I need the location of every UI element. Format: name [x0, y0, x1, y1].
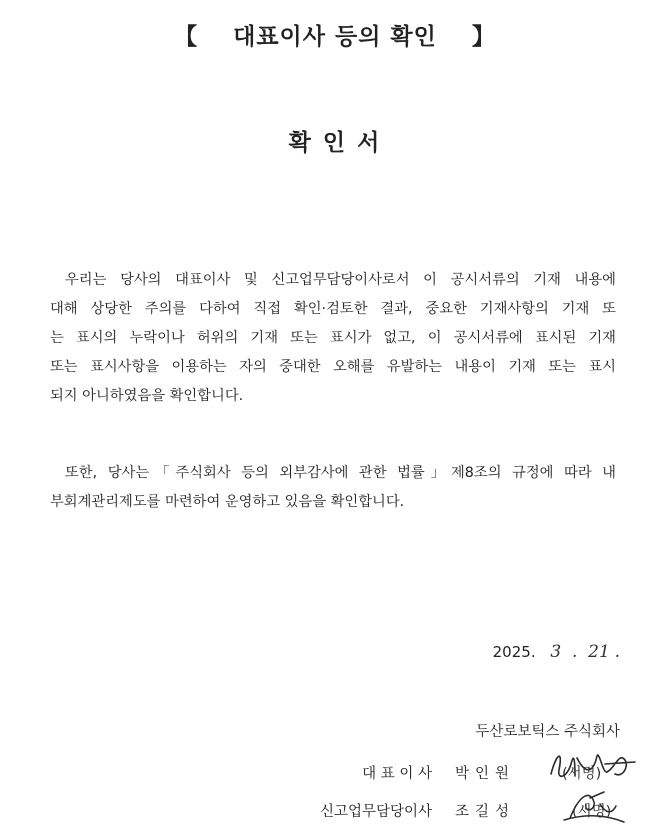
date: [493, 642, 620, 662]
company-name: 두산로보틱스 주식회사: [475, 724, 620, 740]
ceo-role: 대 표 이 사: [362, 766, 432, 782]
date-dot: .: [571, 642, 578, 662]
ceo-name: 박인원: [455, 766, 516, 782]
paragraph-line: 우리는 당사의 대표이사 및 신고업무담당이사로서 이 공시서류의 기재 내용에: [65, 272, 616, 288]
date-month: 3: [550, 642, 562, 662]
paragraph-line: 대해 상당한 주의를 다하여 직접 확인·검토한 결과, 중요한 기재사항의 기재 또: [50, 301, 616, 317]
confirmation-paragraph: [50, 266, 616, 411]
internal-control-paragraph: [50, 459, 616, 517]
reporting-officer-role: 신고업무담당이사: [319, 804, 432, 820]
date-day: 21: [588, 642, 610, 662]
reporting-officer-seal-label: (서명): [572, 804, 612, 820]
header-title: [0, 18, 670, 51]
date-year: 2025.: [492, 643, 536, 661]
paragraph-line: 또한, 당사는「주식회사 등의 외부감사에 관한 법률」제8조의 규정에 따라 내: [65, 465, 616, 481]
paragraph-line: 되지 아니하였음을 확인합니다.: [50, 388, 244, 404]
reporting-officer-name: 조길성: [455, 804, 516, 820]
bracket-right: 】: [471, 24, 496, 50]
reporting-officer-signature: [560, 784, 630, 830]
paragraph-line: 또는 표시사항을 이용하는 자의 중대한 오해를 유발하는 내용이 기재 또는 표시: [50, 359, 616, 375]
ceo-signature: [545, 744, 640, 788]
paragraph-line: 부회계관리제도를 마련하여 운영하고 있음을 확인합니다.: [50, 494, 405, 510]
document-title: 확 인 서: [288, 130, 382, 156]
paragraph-line: 는 표시의 누락이나 허위의 기재 또는 표시가 없고, 이 공시서류에 표시된 기재: [50, 330, 616, 346]
date-end: .: [614, 642, 620, 662]
bracket-left: 【: [174, 24, 199, 50]
ceo-seal-label: (서명): [562, 766, 602, 782]
header-title-text: 대표이사 등의 확인: [233, 24, 437, 50]
